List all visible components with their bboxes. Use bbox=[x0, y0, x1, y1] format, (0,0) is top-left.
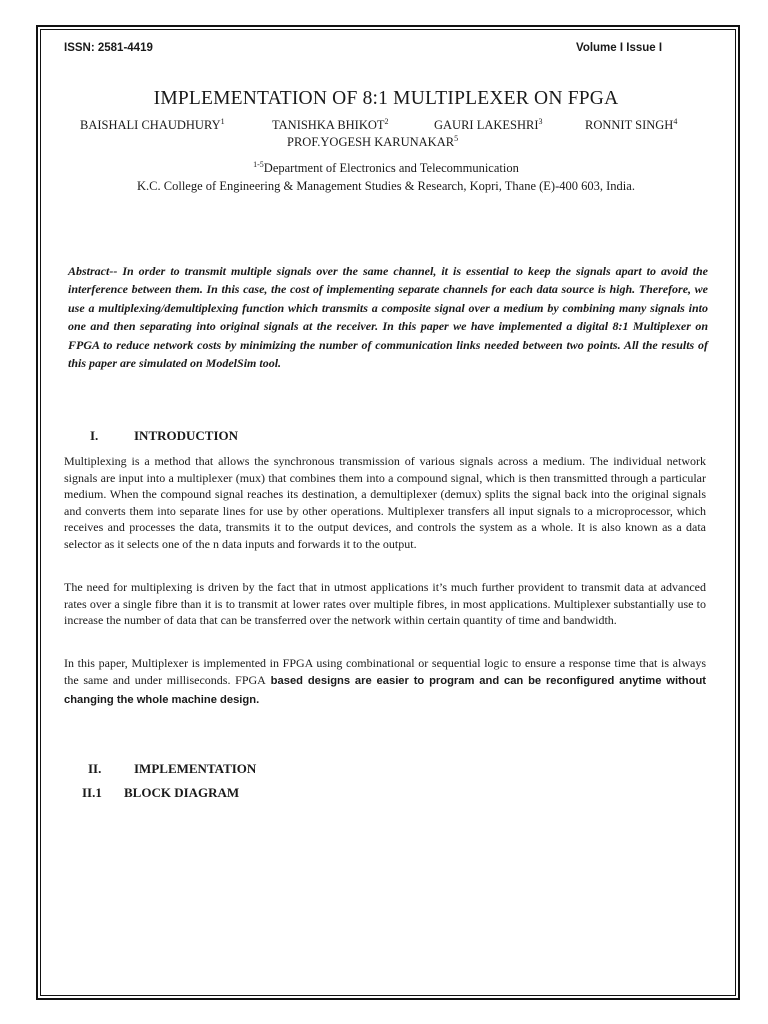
intro-paragraph-1: Multiplexing is a method that allows the synchronous transmission of various signals across a medium. The individual network signals are input into a multiplexer (mux) that combines them into a compound signal, which is then transmitted through a particular medium. When the compound signal reaches its destination, a demultiplexer (demux) splits the signal back into the original signals and converts them into separate lines for use by other operations. Multiplexer transfers all input signals to a microprocessor, which receives and processes the data, transmits it to the output devices, and controls the system as a whole. It is also known as a data selector as it selects one of the n data inputs and forwards it to the output. bbox=[64, 454, 706, 551]
author-1: BAISHALI CHAUDHURY$^1$ bbox=[80, 117, 225, 132]
author-2: TANISHKA BHIKOT$^2$ bbox=[272, 117, 389, 132]
section-1-title: INTRODUCTION bbox=[134, 428, 239, 443]
abstract: Abstract-- In order to transmit multiple signals over the same channel, it is essential to keep the signals apart to avoid the interference between them. In this case, the cost of implementing separate channels for each data source is high. Therefore, we use a multiplexing/demultiplexing function which transmits a composite signal over a medium by combining many signals into one and then separating into original signals at the receiver. In this paper we have implemented a digital 8:1 Multiplexer on FPGA to reduce network costs by minimizing the number of communication links needed between two points. All the results of this paper are simulated on ModelSim tool. bbox=[68, 264, 708, 371]
subsection-number: II.1 bbox=[82, 785, 102, 800]
college-address: K.C. College of Engineering & Management Studies & Research, Kopri, Thane (E)-400 603, India. bbox=[137, 179, 635, 193]
section-2-number: II. bbox=[88, 761, 102, 776]
intro-paragraph-3: In this paper, Multiplexer is implemented in FPGA using combinational or sequential logic to ensure a response time that is always the same and under milliseconds. FPGA based designs are easier to program and can be reconfigured anytime without changing the whole machine design. bbox=[64, 656, 706, 706]
author-5: PROF.YOGESH KARUNAKAR$^5$ bbox=[287, 134, 459, 149]
author-3: GAURI LAKESHRI$^3$ bbox=[434, 117, 543, 132]
paper-title: IMPLEMENTATION OF 8:1 MULTIPLEXER ON FPGA bbox=[153, 88, 619, 109]
issn-label: ISSN: 2581-4419 bbox=[64, 42, 153, 54]
intro-paragraph-2: The need for multiplexing is driven by the fact that in utmost applications it’s much further provident to transmit data at advanced rates over a single fibre than it is to transmit at lower rates over multiple fibres, in most applications. Multiplexer substantially use to increase the number of data that can be transferred over the network within certain quantity of time and bandwidth. bbox=[64, 580, 706, 628]
department: $^{1-5}$Department of Electronics and Telecommunication bbox=[253, 160, 519, 175]
volume-label: Volume I Issue I bbox=[576, 42, 663, 54]
author-4: RONNIT SINGH$^4$ bbox=[585, 117, 678, 132]
subsection-title: BLOCK DIAGRAM bbox=[124, 785, 240, 800]
section-2-title: IMPLEMENTATION bbox=[134, 761, 257, 776]
section-1-number: I. bbox=[90, 428, 99, 443]
